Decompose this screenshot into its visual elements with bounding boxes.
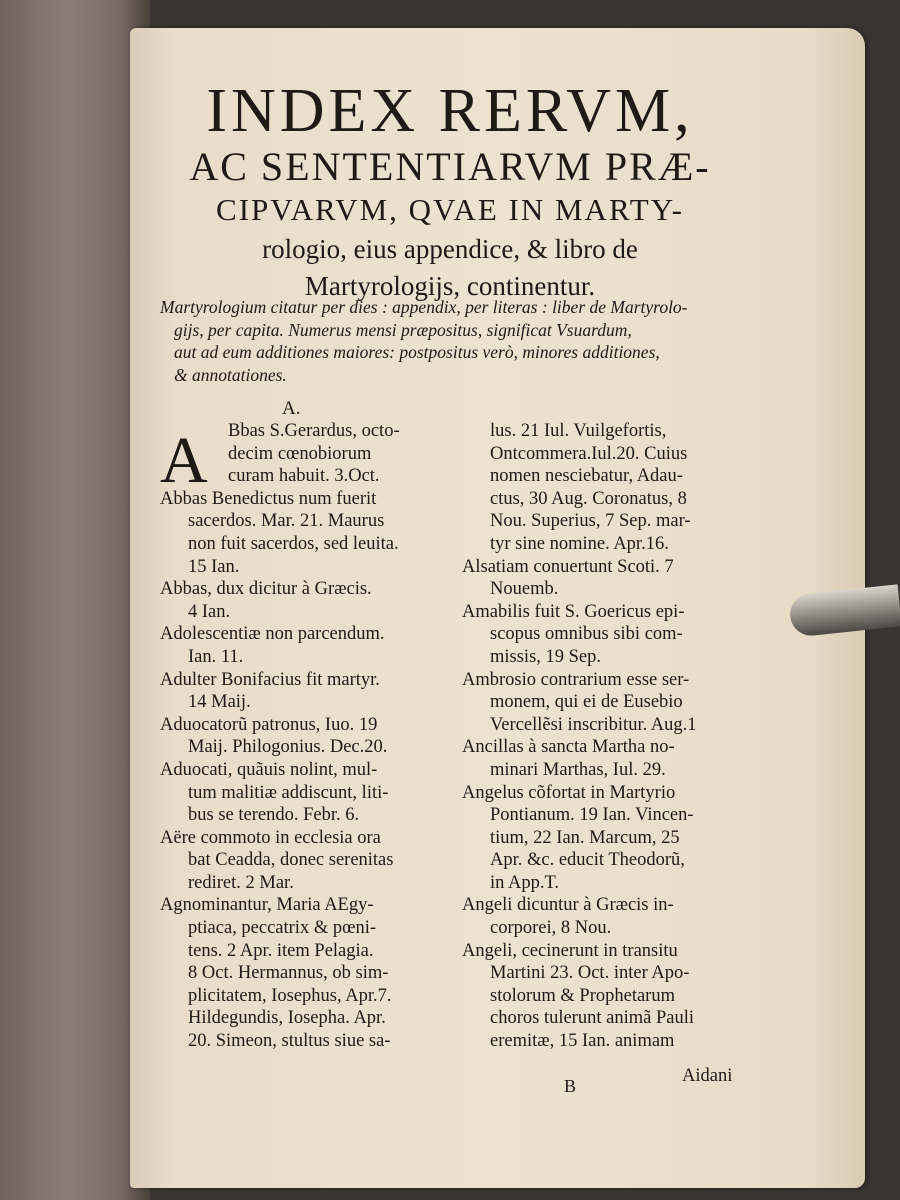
index-entry-line: sacerdos. Mar. 21. Maurus — [188, 511, 385, 532]
index-entry-line: Martini 23. Oct. inter Apo- — [490, 963, 690, 984]
index-entry-line: minari Marthas, Iul. 29. — [490, 759, 666, 780]
index-entry-line: monem, qui ei de Eusebio — [490, 692, 683, 713]
title-line-1: INDEX RERVM, — [206, 77, 694, 145]
index-entry-line: Alsatiam conuertunt Scoti. 7 — [462, 556, 674, 577]
index-entry-line: Ambrosio contrarium esse ser- — [462, 669, 690, 690]
index-entry-line: Aduocati, quãuis nolint, mul- — [160, 759, 378, 780]
index-entry-line: tum malitiæ addiscunt, liti- — [188, 782, 389, 803]
index-entry-line: eremitæ, 15 Ian. animam — [490, 1031, 675, 1052]
index-preface — [160, 296, 730, 386]
index-entry-line: 20. Simeon, stultus siue sa- — [188, 1031, 391, 1052]
signature-mark: B — [564, 1076, 577, 1096]
index-entry-line: Ontcommera.Iul.20. Cuius — [490, 443, 688, 464]
index-entry-line: Aëre commoto in ecclesia ora — [160, 827, 381, 848]
index-entry-line: rediret. 2 Mar. — [188, 872, 294, 893]
index-entry-line: bus se terendo. Febr. 6. — [188, 805, 360, 826]
index-entry-line: 14 Maij. — [188, 692, 251, 713]
index-entry-line: Ian. 11. — [188, 646, 244, 667]
index-entry-line: decim cœnobiorum — [228, 443, 372, 464]
index-entry-line: ctus, 30 Aug. Coronatus, 8 — [490, 488, 687, 509]
index-entry-line: non fuit sacerdos, sed leuita. — [188, 533, 399, 554]
index-entry-line: scopus omnibus sibi com- — [490, 624, 683, 645]
index-entry-line: Hildegundis, Iosepha. Apr. — [188, 1008, 386, 1029]
index-entry-line: Amabilis fuit S. Goericus epi- — [462, 601, 685, 622]
index-entry-line: ptiaca, peccatrix & pœni- — [188, 918, 376, 939]
index-entry-line: missis, 19 Sep. — [490, 646, 602, 667]
index-entry-line: plicitatem, Iosephus, Apr.7. — [188, 985, 392, 1006]
index-entry-line: Pontianum. 19 Ian. Vincen- — [490, 805, 694, 826]
index-entry-line: lus. 21 Iul. Vuilgefortis, — [490, 421, 667, 441]
index-column-right — [462, 420, 762, 1053]
index-entry-line: bat Ceadda, donec serenitas — [188, 850, 394, 871]
index-entry-line: Adulter Bonifacius fit martyr. — [160, 669, 380, 690]
index-entry-line: Maij. Philogonius. Dec.20. — [188, 737, 388, 758]
catchword: Aidani — [682, 1066, 733, 1086]
index-entry-line: in App.T. — [490, 872, 560, 893]
index-entry-line: tyr sine nomine. Apr.16. — [490, 533, 669, 554]
index-entry-line: tium, 22 Ian. Marcum, 25 — [490, 827, 680, 848]
index-entry-line: 4 Ian. — [188, 601, 231, 622]
index-entry-line: Agnominantur, Maria AEgy- — [160, 895, 374, 916]
index-entry-line: Adolescentiæ non parcendum. — [160, 624, 385, 645]
facing-page-edge — [0, 0, 150, 1200]
index-entry-line: Ancillas à sancta Martha no- — [462, 737, 675, 758]
index-entry-line: curam habuit. 3.Oct. — [228, 466, 380, 487]
index-entry-line: Abbas Benedictus num fuerit — [160, 488, 377, 509]
preface-line: & annotationes. — [174, 364, 287, 385]
index-entry-line: stolorum & Prophetarum — [490, 985, 675, 1006]
title-line-2: AC SENTENTIARVM PRÆ- — [189, 144, 711, 189]
index-entry-line: nomen nesciebatur, Adau- — [490, 466, 683, 487]
index-entry-line: 8 Oct. Hermannus, ob sim- — [188, 963, 389, 984]
index-column-left — [160, 420, 460, 1053]
index-entry-line: Bbas S.Gerardus, octo- — [228, 421, 400, 441]
index-entry-line: Nou. Superius, 7 Sep. mar- — [490, 511, 691, 532]
index-entry-line: 15 Ian. — [188, 556, 240, 577]
preface-line: aut ad eum additiones maiores: postpositus verò, minores additiones, — [174, 342, 660, 363]
index-entry-line: Angeli, cecinerunt in transitu — [462, 940, 678, 961]
drop-cap: A — [160, 424, 208, 497]
preface-line: Martyrologium citatur per dies : appendix, per literas : liber de Martyrolo- — [160, 297, 688, 317]
index-entry-line: Abbas, dux dicitur à Græcis. — [160, 579, 372, 600]
preface-line: gijs, per capita. Numerus mensi præpositus, significat Vsuardum, — [174, 319, 632, 340]
index-entry-line: choros tulerunt animã Pauli — [490, 1008, 694, 1029]
index-entry-line: tens. 2 Apr. item Pelagia. — [188, 940, 374, 961]
index-entry-line: Angeli dicuntur à Græcis in- — [462, 895, 674, 916]
title-line-4: rologio, eius appendice, & libro de — [262, 234, 638, 264]
index-entry-line: Nouemb. — [490, 579, 559, 600]
index-entry-line: Vercellẽsi inscribitur. Aug.1 — [490, 714, 697, 735]
index-entry-line: corporei, 8 Nou. — [490, 918, 612, 939]
index-entry-line: Aduocatorũ patronus, Iuo. 19 — [160, 714, 378, 735]
title-line-5: Martyrologijs, continentur. — [304, 271, 596, 301]
index-entry-line: Angelus cõfortat in Martyrio — [462, 782, 676, 803]
index-entry-line: Apr. &c. educit Theodorũ, — [490, 850, 685, 871]
section-heading: A. — [282, 398, 301, 419]
index-title — [150, 78, 750, 304]
title-line-3: CIPVARVM, QVAE IN MARTY- — [216, 192, 684, 227]
